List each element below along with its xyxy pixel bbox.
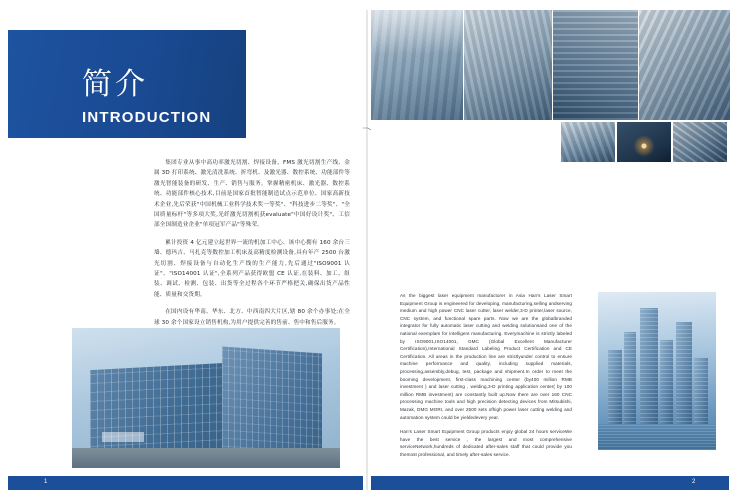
cn-paragraph-3: 在国内设有华南、华东、北方、中西南四大片区,辖 80 余个办事处;在全球 30 余个国家设立销售机构,为用户提供完善的售前、售中和售后服务。 (154, 309, 350, 326)
page-title-cn: 简介 (82, 67, 148, 102)
factory-photo-band (371, 10, 730, 120)
factory-machine-hall-photo (464, 10, 552, 120)
headquarters-building-photo (72, 328, 340, 468)
page-title-en: INTRODUCTION (82, 109, 212, 126)
en-paragraph-2: Han's Laser Smart Equipment Group products enjoy global 24 hours serviceWe have the best service , the largest and most comprehensive serviceNetwork,hundreds of dedicated after-sales staff that could provide you themost professional, and timely after-sales service. (400, 429, 572, 457)
building-signage (102, 432, 144, 442)
waterfront (598, 424, 716, 450)
cut-metal-parts-photo (673, 122, 727, 162)
tower-5 (676, 322, 692, 426)
page-number-left: 1 (44, 479, 48, 485)
page-number-right: 2 (692, 479, 696, 485)
laser-beam-closeup-photo (617, 122, 671, 162)
tower-2 (624, 332, 636, 426)
ground-plaza (72, 448, 340, 468)
english-body-text (400, 292, 572, 465)
tower-3 (640, 308, 658, 426)
factory-assembly-line-photo (371, 10, 463, 120)
page-spine (366, 10, 368, 490)
left-page (8, 10, 363, 490)
chinese-body-text (154, 158, 350, 335)
cn-paragraph-2: 累计投资 4 亿元建立起世界一流的机加工中心、该中心拥有 160 余台三墙、德玛吉、马扎克等数控加工机床及高精度检测设备,具有年产 2500 台激光切割、焊接设备与自动化生产线的生产能力,先后通过"ISO9001 认证"、"ISO14001 认证",全系列产品获得欧盟 CE 认证,在装料、加工、组装、调试、检测、包装、出货等全过程各个环节严格把关,确保出货产品性能、质量和交货期。 (154, 239, 350, 298)
factory-interior-photo (553, 10, 639, 120)
tower-6 (694, 358, 708, 426)
city-skyline-photo (598, 292, 716, 450)
laser-cutting-machine-photo (561, 122, 615, 162)
en-paragraph-1: As the biggest laser equipment manufacturer in Asia Han's Laser Smart Equipment Group is engineered for developing, manufacturing,selling andserving medium and high power CNC laser cutter, laser welder,3-D printer,laser source, CNC system, and functional spare parts. Now we are the globalbranded integrator for fully automatic laser cutting and welding solutionsand one of the national exemplars for intelligent manufacturing. Everymachine is strictly labeled by ISO9001,ISO14001, GMC (Global Excellent Manufacturer Certification),International Standard Labeling Product Certification and CE Certification. All areas in the production line are strictlyunder control to ensure machine performance and quality, including supplied materials, processing,assembly,debug, test, package and shipment.In order to meet the booming development, first-class machining center (by400 million RMB investment ) and laser cutting , welding,3-D printing application center( by 100 million RMB investment) are constantly built up.Now there are over 160 CNC processing machine tools and high precision detecting devices from Mitsubishi, Mazak, DMG MORI, and over 2500 sets ofhigh power laser cutting welding and automation system could be yieldedevery year. (400, 293, 572, 420)
cn-paragraph-1: 集团专业从事中高功率激光切割、焊接设备、FMS 激光切割生产线、金属 3D 打印系统、激光清洗系统、折弯机、及激光器、数控系统、功能部件等激光智能装备的研发、生产、销售与服务。掌握精密机床、激光器、数控系统、功能部件核心技术,目前是国家首批智能制造试点示范单位、国家高新技术企业,先后荣获"中国机械工业科学技术奖一等奖"、"科技进步二等奖"、"全国质量标杆"等多项大奖,光纤激光切割机获evaluate"中国好设计奖"、工信部全国制造业企业"单项冠军产品"等殊荣。 (154, 160, 350, 229)
tower-1 (608, 350, 622, 426)
tower-4 (660, 340, 673, 426)
footer-bar-left (8, 476, 363, 490)
footer-bar-right (371, 476, 729, 490)
factory-production-line-photo (639, 10, 730, 120)
thumbnail-photo-row (561, 122, 727, 162)
